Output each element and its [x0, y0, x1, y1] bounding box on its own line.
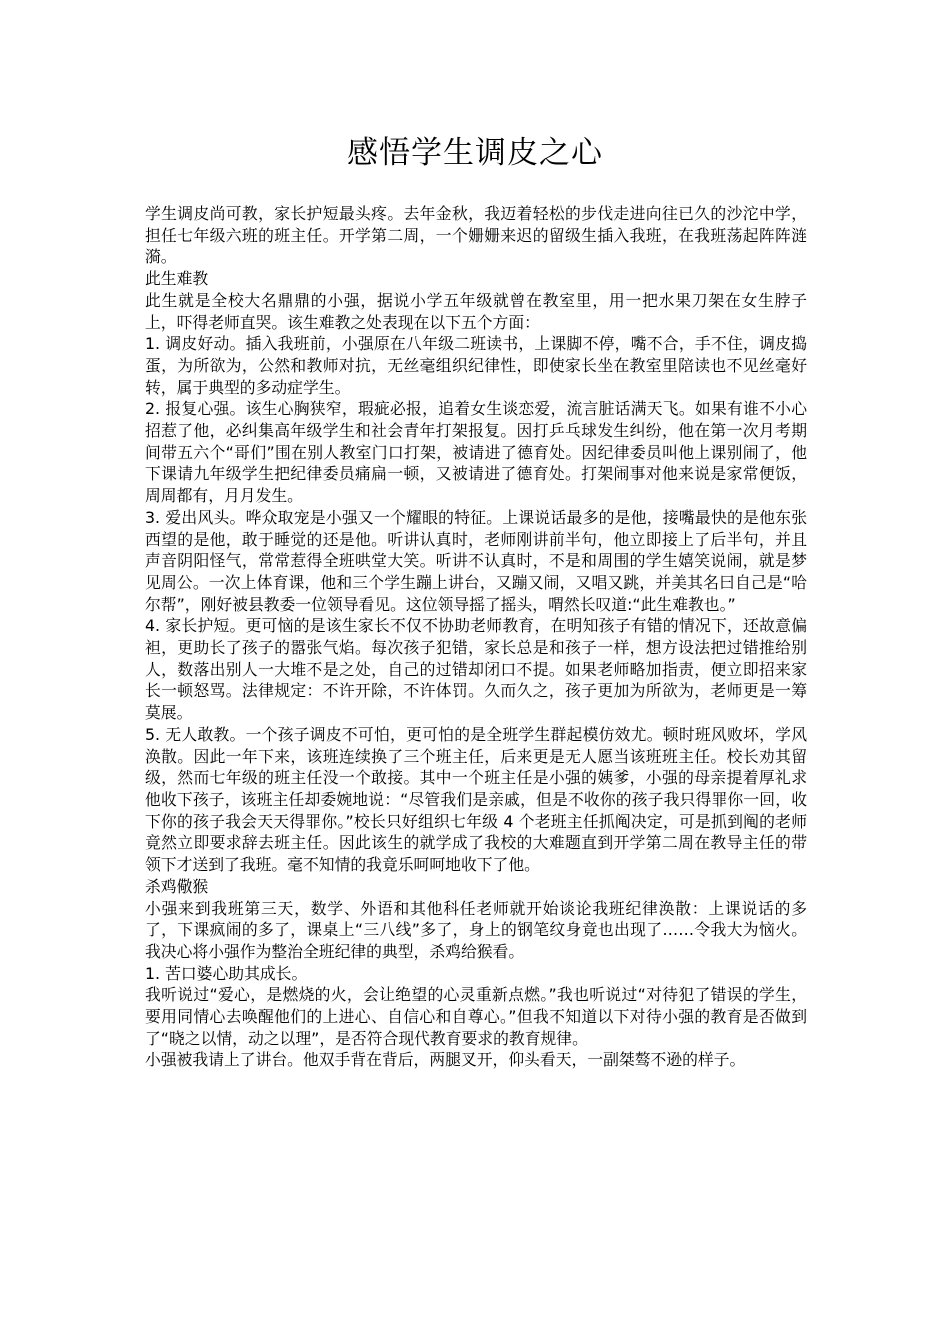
list-item-2: 2. 报复心强。该生心胸狭窄，瑕疵必报，追着女生谈恋爱，流言脏话满天飞。如果有谁不小心招惹了他，必纠集高年级学生和社会青年打架报复。因打乒乓球发生纠纷，他在第一次月考期间带五六个“哥们”围在别人教室门口打架，被请进了德育处。因纪律委员叫他上课别闹了，他下课请九年级学生把纪律委员痛扁一顿，又被请进了德育处。打架闹事对他来说是家常便饭，周周都有，月月发生。: [145, 399, 807, 506]
section-heading-example: 杀鸡儆猴: [145, 876, 209, 896]
list-item-3: 3. 爱出风头。哗众取宠是小强又一个耀眼的特征。上课说话最多的是他，接嘴最快的是他东张西望的是他，敢于睡觉的还是他。听讲认真时，老师刚讲前半句，他立即接上了后半句，并且声音阴阳怪气，常常惹得全班哄堂大笑。听讲不认真时，不是和周围的学生嬉笑说闹，就是梦见周公。一次上体育课，他和三个学生蹦上讲台，又蹦又闹，又唱又跳，并美其名曰自己是“哈尔帮”，刚好被县教委一位领导看见。这位领导摇了摇头，喟然长叹道:“此生难教也。”: [145, 507, 807, 614]
document-title: 感悟学生调皮之心: [347, 135, 603, 171]
list-item-4: 4. 家长护短。更可恼的是该生家长不仅不协助老师教育，在明知孩子有错的情况下，还故意偏袒，更助长了孩子的嚣张气焰。每次孩子犯错，家长总是和孩子一样，想方设法把过错推给别人，数落出别人一大堆不是之处，自己的过错却闭口不提。如果老师略加指责，便立即招来家长一顿怒骂。法律规定：不许开除，不许体罚。久而久之，孩子更加为所欲为，老师更是一筹莫展。: [145, 616, 807, 723]
paragraph: 小强被我请上了讲台。他双手背在背后，两腿叉开，仰头看天，一副桀骜不逊的样子。: [145, 1050, 746, 1070]
list-item-1: 1. 调皮好动。插入我班前，小强原在八年级二班读书，上课脚不停，嘴不合，手不住，调皮捣蛋，为所欲为，公然和教师对抗，无丝毫组织纪律性，即使家长坐在教室里陪读也不见丝毫好转，属于典型的多动症学生。: [145, 334, 807, 397]
paragraph: 小强来到我班第三天，数学、外语和其他科任老师就开始谈论我班纪律涣散：上课说话的多了，下课疯闹的多了，课桌上“三八线”多了，身上的钢笔纹身竟也出现了……令我大为恼火。我决心将小强作为整治全班纪律的典型，杀鸡给猴看。: [145, 898, 807, 961]
section-heading-hard-to-teach: 此生难教: [145, 269, 209, 289]
list-item-5: 5. 无人敢教。一个孩子调皮不可怕，更可怕的是全班学生群起模仿效尤。顿时班风败坏，学风涣散。因此一年下来，该班连续换了三个班主任，后来更是无人愿当该班班主任。校长劝其留级，然而七年级的班主任没一个敢接。其中一个班主任是小强的姨爹，小强的母亲提着厚礼求他收下孩子，该班主任却委婉地说：“尽管我们是亲戚，但是不收你的孩子我只得罪你一回，收下你的孩子我会天天得罪你。”校长只好组织七年级 4 个老班主任抓阄决定，可是抓到阄的老师竟然立即要求辞去班主任。因此该生的就学成了我校的大难题直到开学第二周在教导主任的带领下才送到了我班。毫不知情的我竟乐呵呵地收下了他。: [145, 724, 807, 875]
document-body: [145, 203, 807, 1071]
paragraph: 此生就是全校大名鼎鼎的小强，据说小学五年级就曾在教室里，用一把水果刀架在女生脖子上，吓得老师直哭。该生难教之处表现在以下五个方面：: [145, 290, 807, 332]
paragraph-intro: 学生调皮尚可教，家长护短最头疼。去年金秋，我迈着轻松的步伐走进向往已久的沙沱中学，担任七年级六班的班主任。开学第二周，一个姗姗来迟的留级生插入我班，在我班荡起阵阵涟漪。: [145, 204, 807, 267]
paragraph: 我听说过“爱心，是燃烧的火，会让绝望的心灵重新点燃。”我也听说过“对待犯了错误的学生，要用同情心去唤醒他们的上进心、自信心和自尊心。”但我不知道以下对待小强的教育是否做到了“晓之以情，动之以理”，是否符合现代教育要求的教育规律。: [145, 985, 807, 1048]
sub-heading-1: 1. 苦口婆心助其成长。: [145, 963, 308, 983]
